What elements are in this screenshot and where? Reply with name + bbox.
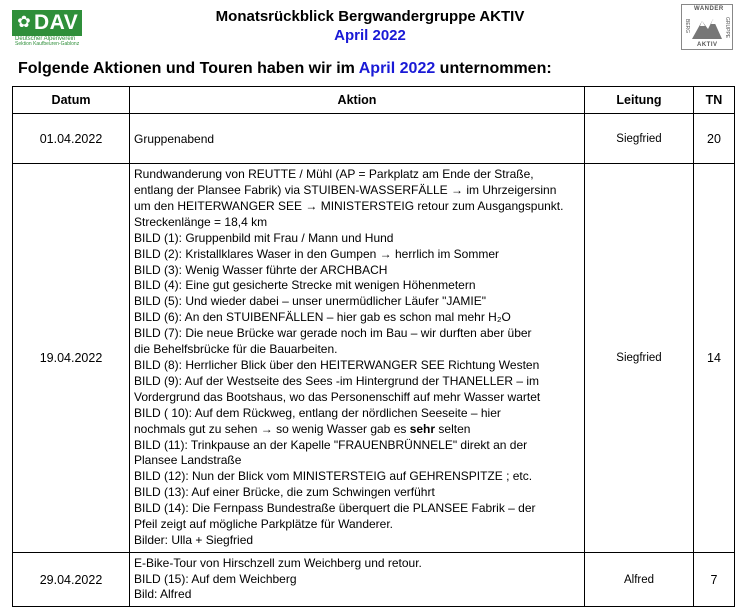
leader-cell: Siegfried xyxy=(585,164,694,553)
leader-cell: Siegfried xyxy=(585,114,694,164)
table-row xyxy=(13,553,735,607)
tn-cell: 7 xyxy=(694,553,735,607)
action-line: BILD (11): Trinkpause an der Kapelle "FRAUENBRÜNNELE" direkt an der xyxy=(134,437,528,452)
action-line: Bilder: Ulla + Siegfried xyxy=(134,532,254,547)
action-line: nochmals gut zu sehen → so wenig Wasser gab es sehr selten xyxy=(134,421,471,436)
action-line: um den HEITERWANGER SEE → MINISTERSTEIG retour zum Ausgangspunkt. xyxy=(134,198,564,213)
page-month: April 2022 xyxy=(334,27,406,44)
subheading: Folgende Aktionen und Touren haben wir im April 2022 unternommen: xyxy=(18,60,552,77)
dav-logo: ✿ DAV Deutscher Alpenverein Sektion Kaufbeuren-Gablonz xyxy=(12,10,82,48)
action-line: BILD (13): Auf einer Brücke, die zum Schwingen verführt xyxy=(134,485,435,500)
leader-cell: Alfred xyxy=(585,553,694,607)
edelweiss-icon: ✿ xyxy=(17,14,31,31)
action-line: Vordergrund das Bootshaus, wo das Personenschiff auf mehr Wasser wartet xyxy=(134,389,541,404)
tn-cell: 14 xyxy=(694,164,735,553)
action-line: BILD (12): Nun der Blick vom MINISTERSTEIG auf GEHRENSPITZE ; etc. xyxy=(134,469,533,484)
action-line: BILD (2): Kristallklares Waser in den Gumpen → herrlich im Sommer xyxy=(134,246,499,261)
action-line: BILD (6): An den STUIBENFÄLLEN – hier gab es schon mal mehr H₂O xyxy=(134,310,511,325)
action-line: Rundwanderung von REUTTE / Mühl (AP = Parkplatz am Ende der Straße, xyxy=(134,167,534,182)
action-cell: Gruppenabend xyxy=(130,114,585,164)
action-line: BILD (7): Die neue Brücke war gerade noch im Bau – wir durften aber über xyxy=(134,326,532,341)
page-header xyxy=(0,0,743,54)
action-line: die Behelfsbrücke für die Bauarbeiten. xyxy=(134,342,338,357)
action-line: E-Bike-Tour von Hirschzell zum Weichberg und retour. xyxy=(134,556,422,571)
action-line: BILD (15): Auf dem Weichberg xyxy=(134,571,297,586)
action-line: BILD (4): Eine gut gesicherte Strecke mit wenigen Höhenmetern xyxy=(134,278,476,293)
tn-cell: 20 xyxy=(694,114,735,164)
column-header-leader: Leitung xyxy=(585,87,694,114)
table-header-row xyxy=(13,87,735,114)
table-row xyxy=(13,114,735,164)
date-cell: 29.04.2022 xyxy=(13,553,130,607)
action-line: BILD ( 10): Auf dem Rückweg, entlang der nördlichen Seeseite – hier xyxy=(134,405,501,420)
action-line: BILD (3): Wenig Wasser führte der ARCHBACH xyxy=(134,262,388,277)
action-line: BILD (9): Auf der Westseite des Sees -im Hintergrund der THANELLER – im xyxy=(134,373,540,388)
action-line: Pfeil zeigt auf mögliche Parkplätze für Wanderer. xyxy=(134,517,394,532)
column-header-tn: TN xyxy=(694,87,735,114)
action-line: entlang der Plansee Fabrik) via STUIBEN-WASSERFÄLLE → im Uhrzeigersinn xyxy=(134,183,557,198)
column-header-date: Datum xyxy=(13,87,130,114)
action-line: BILD (5): Und wieder dabei – unser unermüdlicher Läufer "JAMIE" xyxy=(134,294,487,309)
action-cell xyxy=(130,164,585,553)
action-line: BILD (1): Gruppenbild mit Frau / Mann und Hund xyxy=(134,230,394,245)
action-line: Streckenlänge = 18,4 km xyxy=(134,214,268,229)
action-line: BILD (14): Die Fernpass Bundestraße überquert die PLANSEE Fabrik – der xyxy=(134,501,536,516)
action-line: BILD (8): Herrlicher Blick über den HEITERWANGER SEE Richtung Westen xyxy=(134,358,540,372)
action-cell xyxy=(130,553,585,607)
table-row xyxy=(13,164,735,553)
activities-table xyxy=(12,86,735,607)
bergwandergruppe-logo: WANDER BERG GRUPPE AKTIV xyxy=(681,4,733,50)
page-title: Monatsrückblick Bergwandergruppe AKTIV xyxy=(215,8,525,25)
action-line: Plansee Landstraße xyxy=(134,453,242,468)
column-header-action: Aktion xyxy=(130,87,585,114)
date-cell: 01.04.2022 xyxy=(13,114,130,164)
date-cell: 19.04.2022 xyxy=(13,164,130,553)
action-line: Bild: Alfred xyxy=(134,587,192,602)
